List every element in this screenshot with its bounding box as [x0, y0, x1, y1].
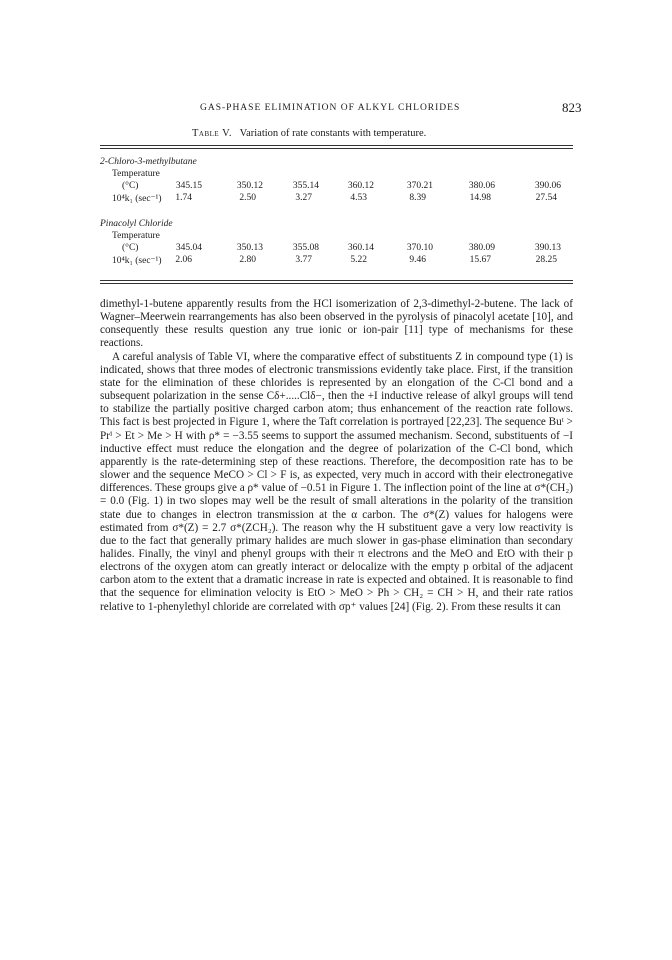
table-cell: 390.06	[534, 181, 561, 191]
table-row-rates	[100, 193, 573, 205]
table-cell: 8.39	[409, 193, 426, 203]
temperature-unit: (°C)	[122, 181, 139, 191]
table-cell: 360.12	[347, 181, 374, 191]
table-cell: 28.25	[535, 255, 557, 265]
table-cell: 345.04	[175, 243, 202, 253]
temperature-heading: Temperature	[112, 231, 160, 241]
table-top-rule	[100, 145, 573, 146]
table-cell: 9.46	[409, 255, 426, 265]
table-bottom-rule	[100, 280, 573, 281]
table-cell: 380.09	[468, 243, 495, 253]
table-cell: 3.27	[295, 193, 312, 203]
table-cell: 350.13	[236, 243, 263, 253]
table-label: Table V.	[192, 128, 232, 139]
table-cell: 15.67	[469, 255, 491, 265]
table-group-title: 2-Chloro-3-methylbutane	[100, 157, 197, 167]
table-cell: 5.22	[350, 255, 367, 265]
body-text	[100, 298, 573, 614]
table-cell: 360.14	[347, 243, 374, 253]
table-cell: 370.21	[406, 181, 433, 191]
table-row-temperatures	[100, 243, 573, 255]
table-cell: 14.98	[469, 193, 491, 203]
table-cell: 2.50	[239, 193, 256, 203]
table-cell: 4.53	[350, 193, 367, 203]
rate-label: 10⁴k₁ (sec⁻¹)	[112, 256, 162, 266]
table-row-rates	[100, 255, 573, 267]
table-cell: 2.80	[239, 255, 256, 265]
table-row-temperatures	[100, 181, 573, 193]
table-caption	[192, 128, 426, 139]
paragraph: dimethyl-1-butene apparently results from the HCl isomerization of 2,3-dimethyl-2-butene. The lack of Wagner–Meerwein rearrangements has also been observed in the pyrolysis of pinacolyl acetate [10], and consequently these results question any true ionic or ion-pair [11] type of mechanisms for these reactions.	[100, 298, 573, 350]
table-bottom-rule-second	[100, 283, 573, 284]
running-head: GAS-PHASE ELIMINATION OF ALKYL CHLORIDES	[200, 103, 461, 113]
table-cell: 350.12	[236, 181, 263, 191]
table-cell: 345.15	[175, 181, 202, 191]
page-number: 823	[562, 100, 582, 115]
paragraph: A careful analysis of Table VI, where the comparative effect of substituents Z in compound type (1) is indicated, shows that three modes of electronic transmissions evidently take place. First, if the transition state for the elimination of these chlorides is represented by an elongation of the C-Cl bond and a subsequent polarization in the sense Cδ+.....Clδ−, then the +I inductive release of alkyl groups will tend to stabilize the partially positive charged carbon atom; thus enhancement of the reaction rate follows. This fact is best projected in Figure 1, where the Taft correlation is portrayed [22,23]. The sequence Buᵗ > Prⁱ > Et > Me > H with ρ* = −3.55 seems to support the assumed mechanism. Second, substituents of −I inductive effect must reduce the elongation and the degree of polarization of the C-Cl bond, which apparently is the rate-determining step of these reactions. Therefore, the decomposition rate has to be slower and the sequence MeCO > Cl > F is, as expected, very much in accord with their electronegative differences. These groups give a ρ* value of −0.51 in Figure 1. The inflection point of the line at σ*(CH₂) = 0.0 (Fig. 1) in two slopes may well be the result of small alterations in the polarity of the transition state due to changes in electron transmission at the α carbon. The σ*(Z) values for halogens were estimated from σ*(Z) = 2.7 σ*(ZCH₂). The reason why the H substituent gave a very low reactivity is due to the fact that generally primary halides are much slower in gas-phase elimination than secondary halides. Finally, the vinyl and phenyl groups with their π electrons and the MeO and EtO with their p electrons of the oxygen atom can greatly interact or delocalize with the empty p orbital of the adjacent carbon atom to the extent that a dramatic increase in rate is expected and obtained. It is reasonable to find that the sequence for elimination velocity is EtO > MeO > Ph > CH₂ = CH > H, and their rate ratios relative to 1-phenylethyl chloride are correlated with σp⁺ values [24] (Fig. 2). From these results it can	[100, 350, 573, 613]
table-group-title: Pinacolyl Chloride	[100, 219, 173, 229]
temperature-heading: Temperature	[112, 169, 160, 179]
temperature-unit: (°C)	[122, 243, 139, 253]
table-cell: 2.06	[175, 255, 192, 265]
table-cell: 27.54	[535, 193, 557, 203]
table-cell: 370.10	[406, 243, 433, 253]
table-cell: 3.77	[295, 255, 312, 265]
table-cell: 1.74	[175, 193, 192, 203]
table-cell: 355.08	[292, 243, 319, 253]
rate-label: 10⁴k₁ (sec⁻¹)	[112, 194, 162, 204]
table-cell: 355.14	[292, 181, 319, 191]
table-top-rule-second	[100, 148, 573, 149]
table-cell: 380.06	[468, 181, 495, 191]
table-caption-text: Variation of rate constants with temperature.	[239, 128, 427, 139]
table-cell: 390.13	[534, 243, 561, 253]
